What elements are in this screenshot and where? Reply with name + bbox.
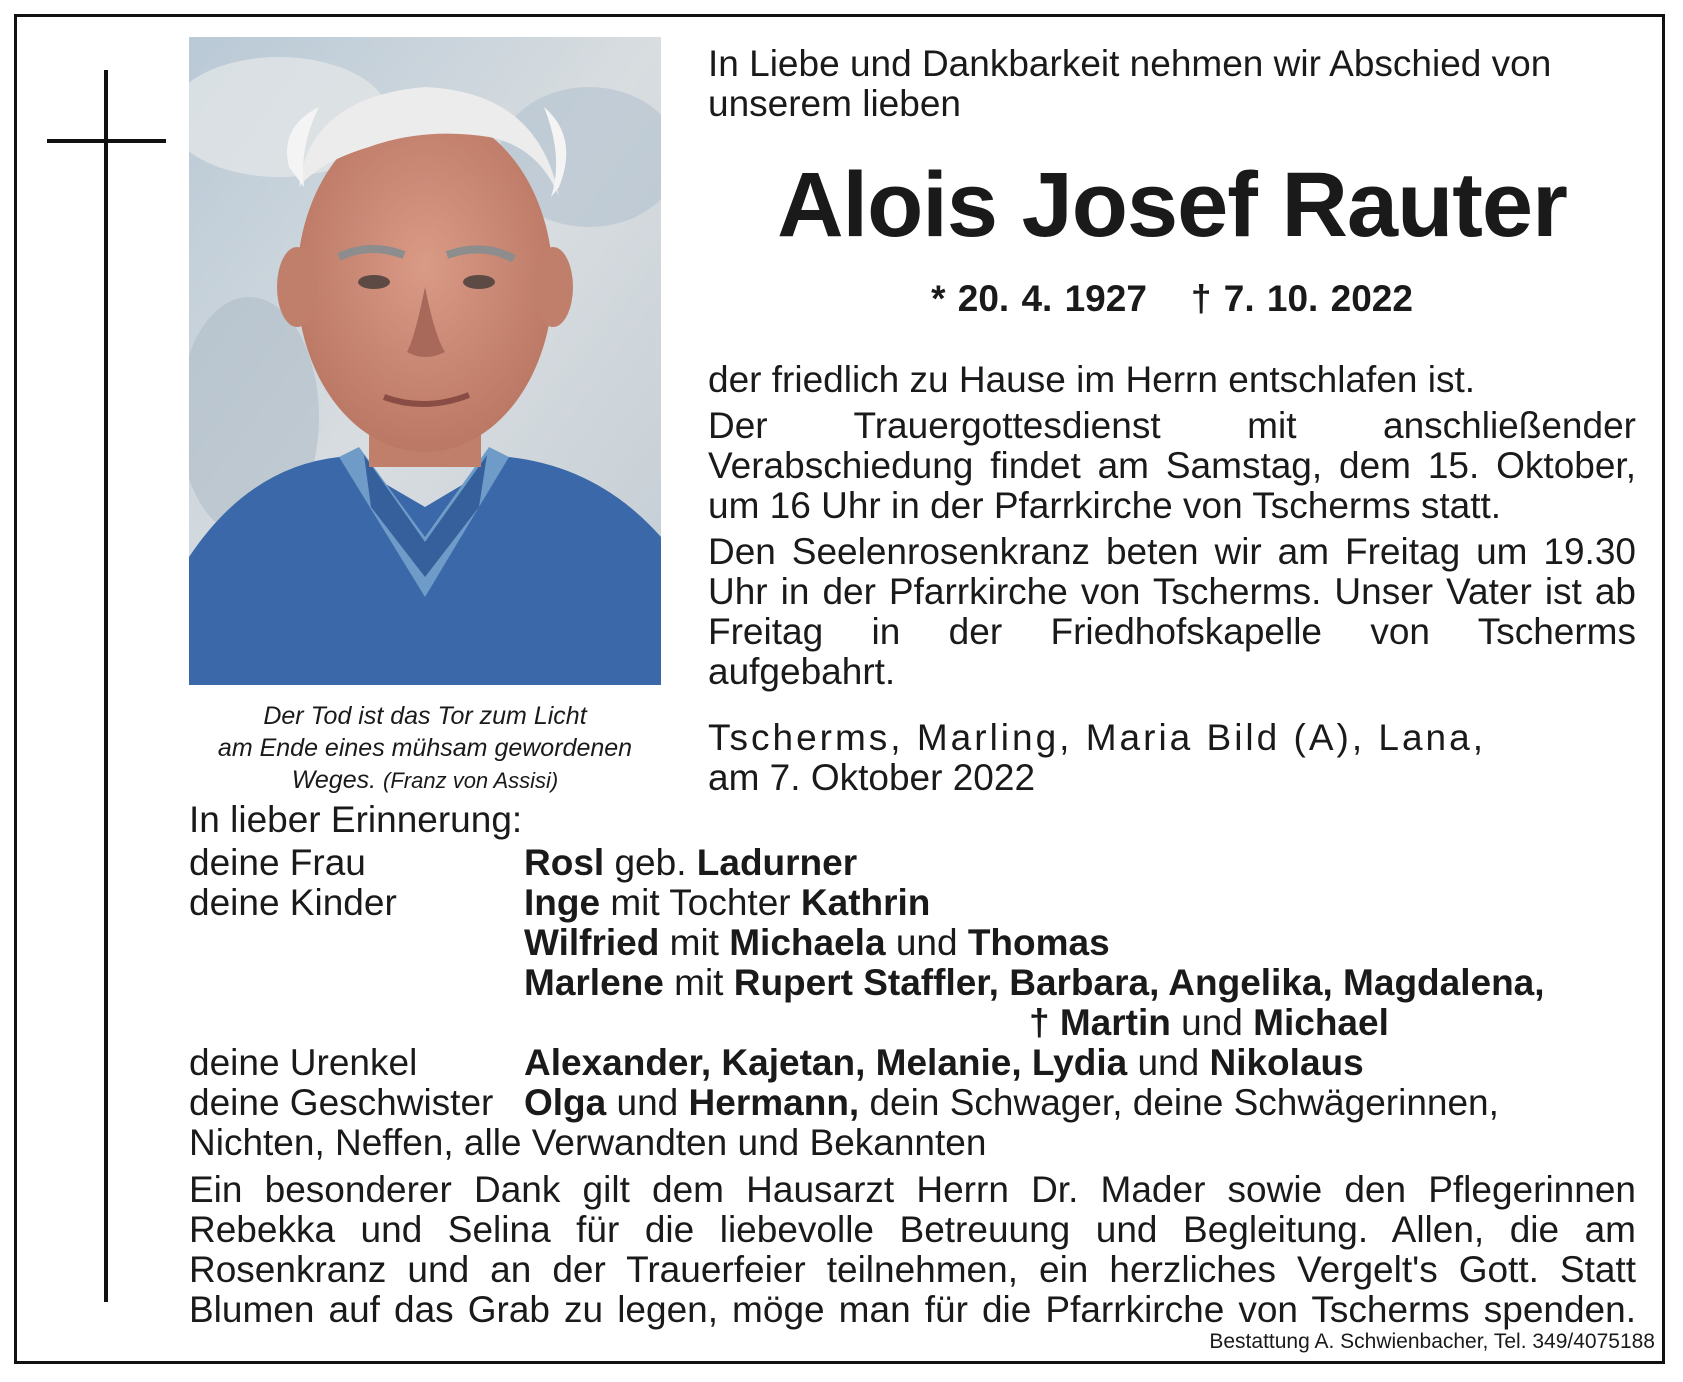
- family-row-great-grandchildren: [189, 1043, 1649, 1083]
- quote: [170, 700, 680, 797]
- intro-text: In Liebe und Dankbarkeit nehmen wir Abschied von unserem lieben: [708, 43, 1552, 124]
- date-line: am 7. Oktober 2022: [708, 757, 1036, 798]
- life-dates: [708, 278, 1636, 320]
- paragraph: Den Seelenrosenkranz beten wir am Freitag um 19.30 Uhr in der Pfarrkirche von Tscherms. Unser Vater ist ab Freitag in der Friedhofskapelle von Tscherms aufgebahrt.: [708, 531, 1636, 692]
- quote-line: am Ende eines mühsam gewordenen: [217, 734, 633, 762]
- portrait-photo: [189, 37, 661, 685]
- relatives-text: dein Schwager, deine Schwägerinnen,: [869, 1082, 1499, 1123]
- funeral-home-footer: Bestattung A. Schwienbacher, Tel. 349/4075188: [1209, 1330, 1655, 1353]
- thanks-line: Ein besonderer Dank gilt dem Hausarzt Herrn Dr. Mader sowie den Pflegerinnen: [189, 1169, 1636, 1210]
- great-grandchild-names: Nikolaus: [1209, 1042, 1364, 1083]
- grandchild-names: Thomas: [967, 922, 1110, 963]
- child-name: Wilfried: [524, 922, 660, 963]
- quote-line: Der Tod ist das Tor zum Licht: [263, 702, 587, 730]
- announcement-body: [708, 360, 1636, 698]
- connector: und: [1137, 1042, 1200, 1083]
- grandchild-names: Michaela: [729, 922, 886, 963]
- family-row-continued: [189, 1003, 1649, 1043]
- family-row-child: [189, 883, 1649, 923]
- child-name: Marlene: [524, 962, 664, 1003]
- family-row-child: [189, 963, 1649, 1003]
- deceased-name: Alois Josef Rauter: [777, 154, 1567, 256]
- connector: und: [1181, 1002, 1243, 1043]
- family-list: [189, 843, 1649, 1163]
- family-row-child: [189, 923, 1649, 963]
- quote-line: Weges.: [291, 766, 377, 794]
- relation-label: deine Urenkel: [189, 1042, 418, 1083]
- thanks-text: [189, 1170, 1636, 1330]
- cross-icon: [104, 70, 108, 1302]
- thanks-line: Rosenkranz und an der Trauerfeier teilnehmen, ein herzliches Vergelt's Gott. Statt: [189, 1249, 1636, 1290]
- relation-label: deine Geschwister: [189, 1082, 494, 1123]
- relation-label: deine Kinder: [189, 882, 397, 923]
- thanks-line: Blumen auf das Grab zu legen, möge man für die Pfarrkirche von Tscherms spenden.: [189, 1289, 1636, 1330]
- family-row-wife: [189, 843, 1649, 883]
- place-date: [708, 718, 1636, 798]
- family-row-relatives: [189, 1123, 1649, 1163]
- birth-date: * 20. 4. 1927: [931, 278, 1147, 319]
- great-grandchild-names: Alexander, Kajetan, Melanie, Lydia: [524, 1042, 1128, 1083]
- thanks-line: Rebekka und Selina für die liebevolle Betreuung und Begleitung. Allen, die am: [189, 1209, 1636, 1250]
- child-name: Inge: [524, 882, 601, 923]
- paragraph: Der Trauergottesdienst mit anschließender Verabschiedung findet am Samstag, dem 15. Oktober, um 16 Uhr in der Pfarrkirche von Tscherms statt.: [708, 405, 1636, 526]
- grandchild-names: Kathrin: [800, 882, 931, 923]
- connector: und: [616, 1082, 679, 1123]
- cross-bar: [47, 139, 166, 143]
- grandchild-names: Rupert Staffler, Barbara, Angelika, Magdalena,: [733, 962, 1545, 1003]
- quote-source: (Franz von Assisi): [383, 768, 559, 793]
- place-line: Tscherms, Marling, Maria Bild (A), Lana,: [708, 717, 1486, 758]
- grandchild-names: † Martin: [1029, 1002, 1171, 1043]
- death-date: † 7. 10. 2022: [1190, 278, 1413, 319]
- relatives-text: Nichten, Neffen, alle Verwandten und Bekannten: [189, 1122, 987, 1163]
- memory-heading: In lieber Erinnerung:: [189, 799, 523, 840]
- maiden-name: Ladurner: [696, 842, 858, 883]
- connector: mit: [669, 922, 719, 963]
- connector: mit Tochter: [610, 882, 791, 923]
- wife-name: Rosl: [524, 842, 605, 883]
- grandchild-names: Michael: [1253, 1002, 1389, 1043]
- connector: mit: [674, 962, 724, 1003]
- sibling-name: Olga: [524, 1082, 607, 1123]
- portrait-image: [189, 37, 661, 685]
- sibling-name: Hermann,: [688, 1082, 860, 1123]
- relation-label: deine Frau: [189, 842, 366, 883]
- geb-text: geb.: [614, 842, 687, 883]
- family-row-siblings: [189, 1083, 1649, 1123]
- paragraph: der friedlich zu Hause im Herrn entschlafen ist.: [708, 359, 1476, 400]
- connector: und: [895, 922, 958, 963]
